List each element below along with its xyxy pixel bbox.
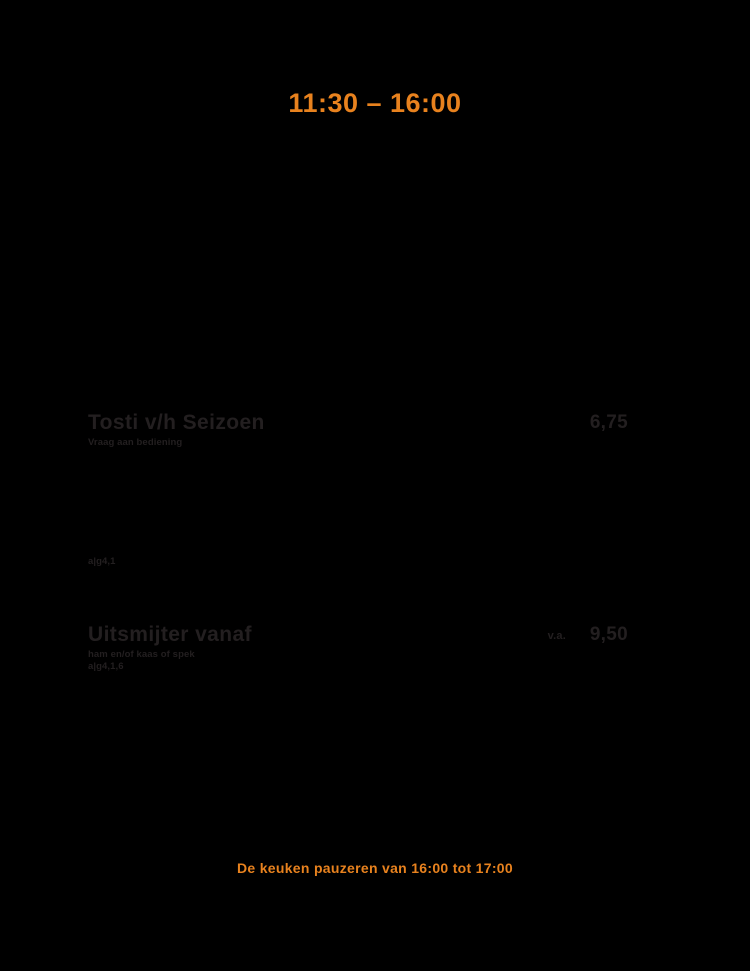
menu-item-description: ham en/of kaas of spek: [88, 649, 195, 660]
opening-hours: 11:30 – 16:00: [288, 88, 462, 118]
menu-item-allergens: a|g4,1,6: [88, 661, 124, 672]
menu-item-price: 9,50: [589, 624, 628, 645]
menu-item: [88, 411, 628, 449]
menu-item-vanaf-label: v.a.: [547, 630, 566, 642]
allergen-note: a|g4,1: [88, 556, 116, 567]
menu-item-header: [88, 411, 628, 437]
menu-item-price: 6,75: [589, 412, 628, 433]
kitchen-pause-note: De keuken pauzeren van 16:00 tot 17:00: [237, 860, 513, 876]
menu-item-name: Uitsmijter vanaf: [88, 623, 252, 646]
menu-item-description: Vraag aan bediening: [88, 437, 183, 448]
menu-item-name: Tosti v/h Seizoen: [88, 411, 265, 434]
menu-item-header: [88, 623, 628, 649]
menu-item: [88, 623, 628, 673]
